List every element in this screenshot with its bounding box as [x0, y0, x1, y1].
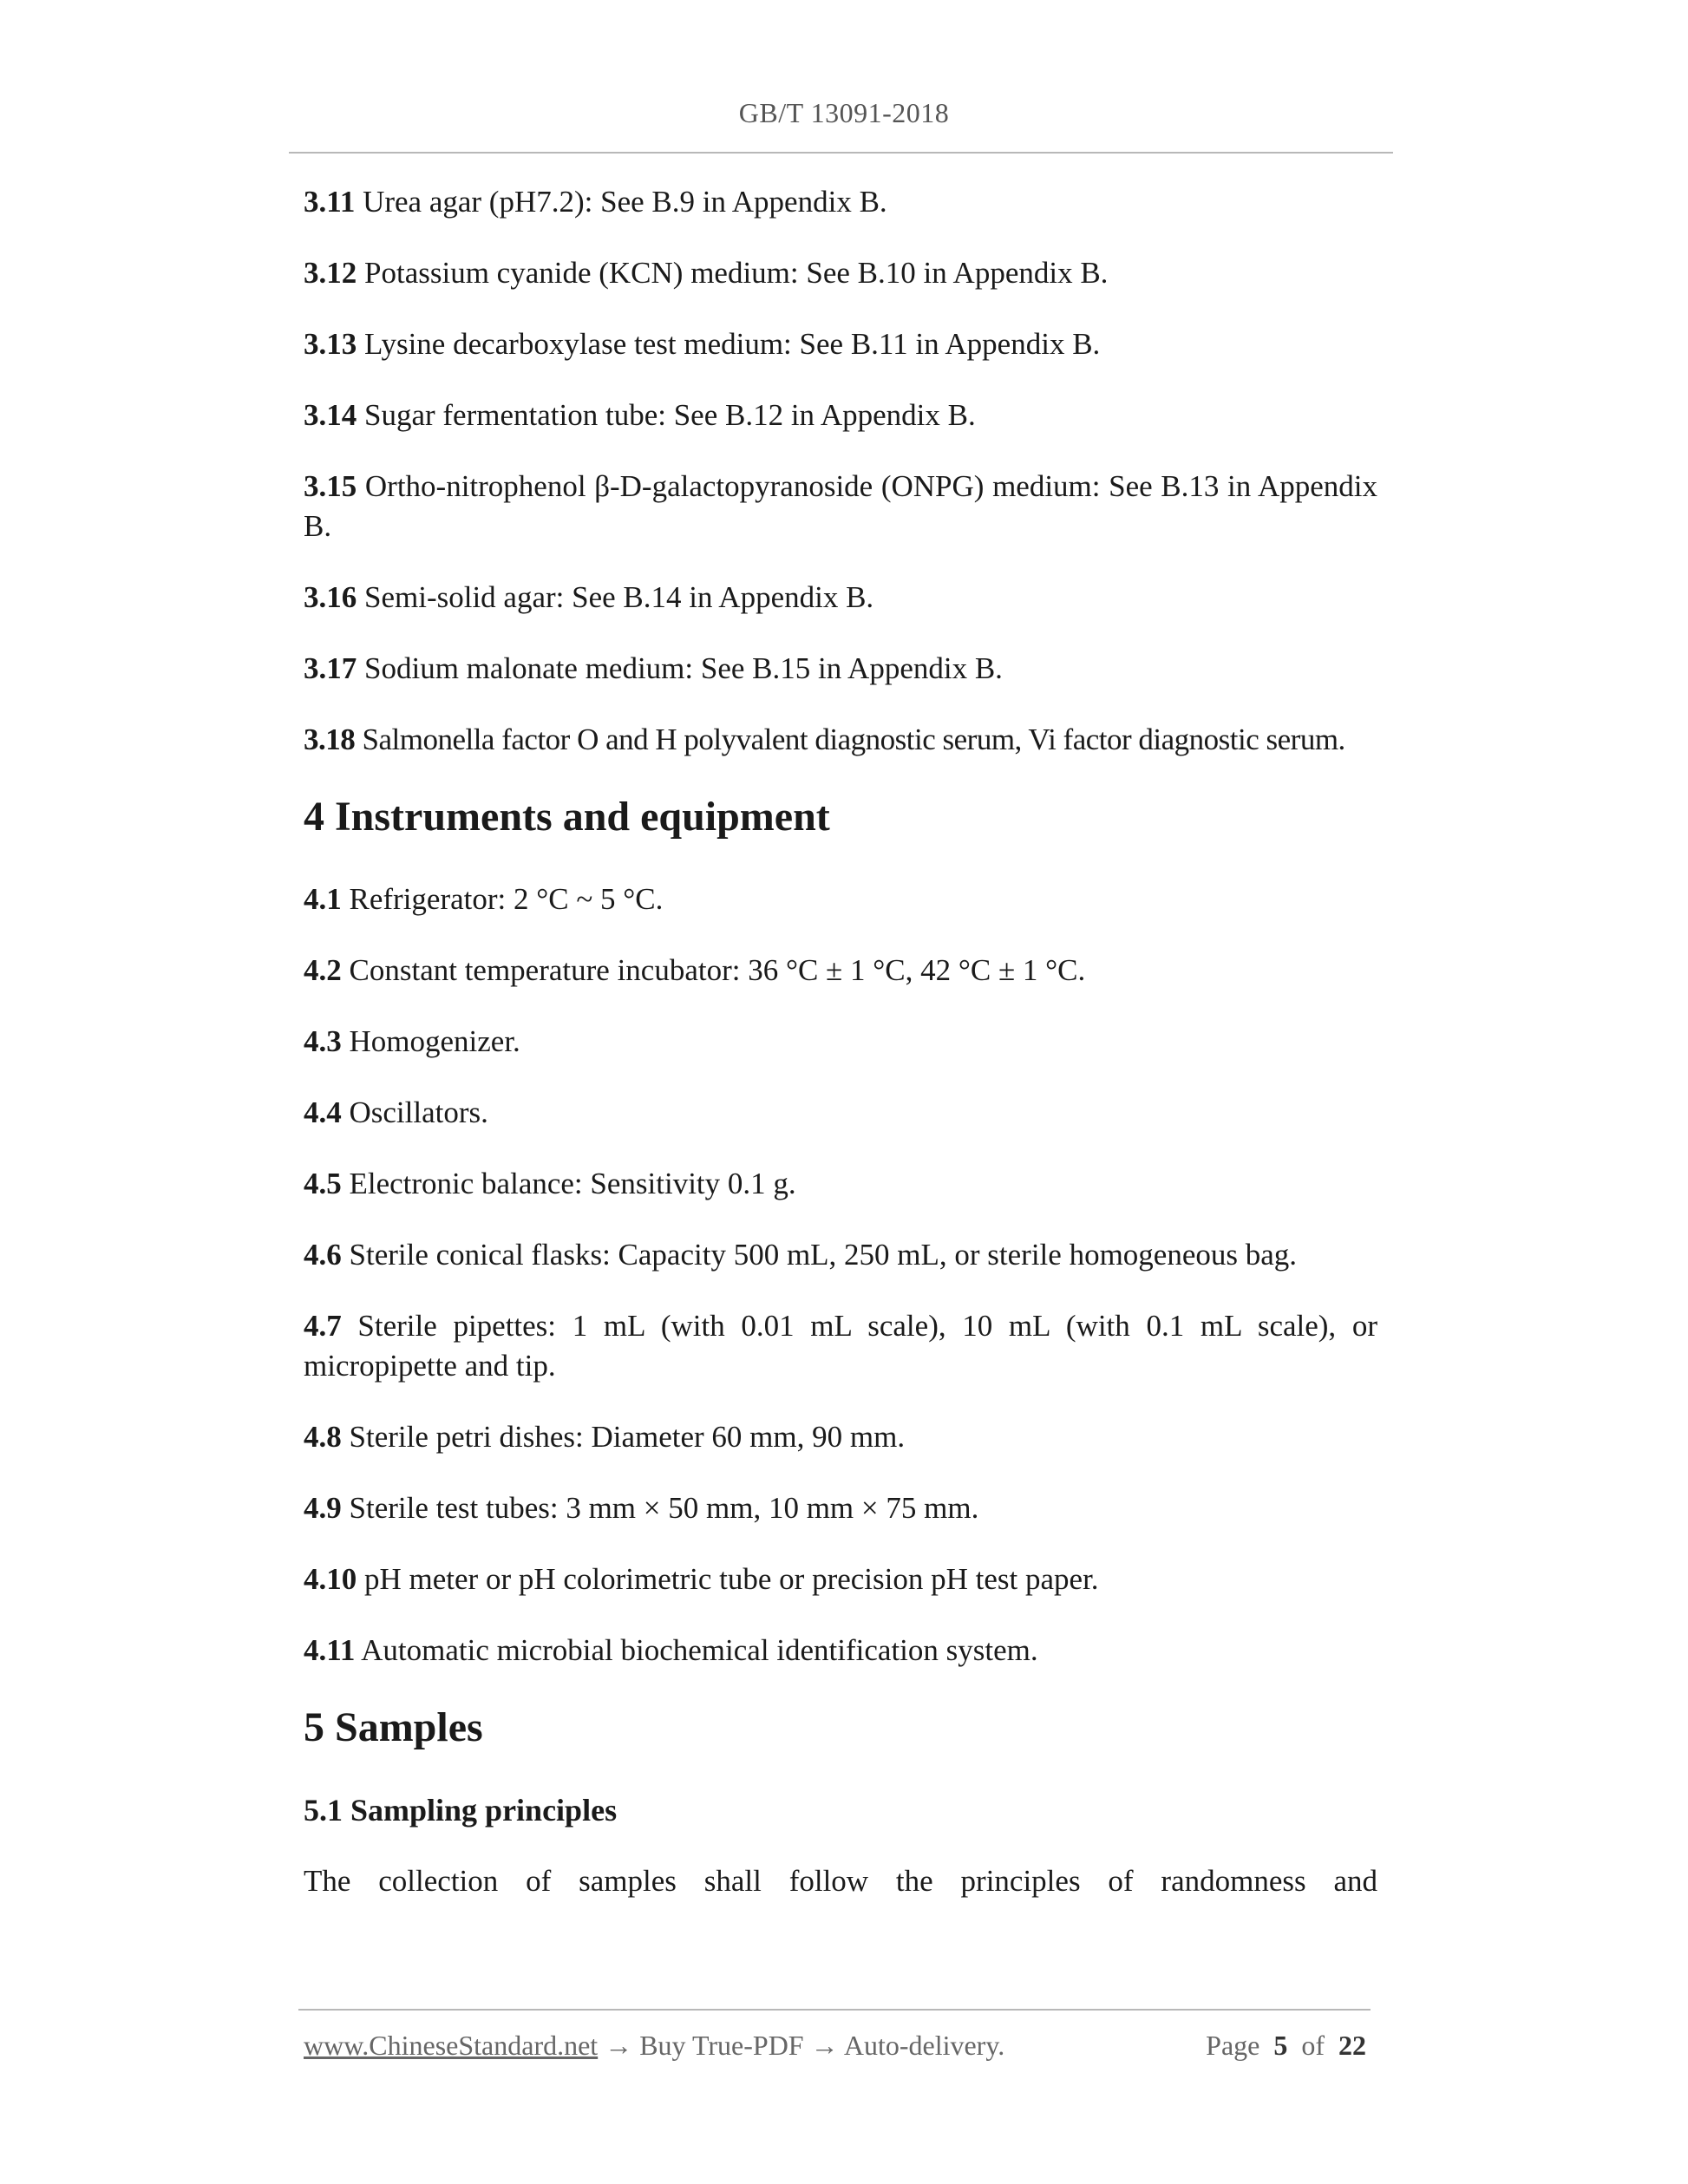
page-label: Page: [1206, 2030, 1260, 2061]
section-heading-instruments: 4 Instruments and equipment: [304, 794, 830, 840]
clause-text: Sterile conical flasks: Capacity 500 mL, 250 mL, or sterile homogeneous bag.: [341, 1238, 1298, 1272]
clause-number: 4.10: [304, 1562, 357, 1596]
clause-list-3: [304, 182, 1377, 760]
page-of: of: [1301, 2030, 1325, 2061]
clause-number: 4.6: [304, 1238, 342, 1272]
clause-number: 4.8: [304, 1420, 342, 1454]
clause-item: [304, 1417, 1377, 1457]
clause-item: [304, 1560, 1377, 1599]
subsection-heading-sampling: 5.1 Sampling principles: [304, 1793, 618, 1828]
clause-item: [304, 649, 1377, 689]
clause-list-4: [304, 879, 1377, 1671]
clause-number: 3.11: [304, 185, 356, 219]
footer-promo: [304, 2030, 1004, 2062]
clause-number: 4.4: [304, 1095, 342, 1129]
clause-text: pH meter or pH colorimetric tube or precision pH test paper.: [357, 1562, 1099, 1596]
clause-number: 3.16: [304, 580, 357, 614]
page-current: 5: [1273, 2030, 1288, 2061]
clause-text: Sterile petri dishes: Diameter 60 mm, 90 mm.: [341, 1420, 906, 1454]
clause-number: 4.2: [304, 953, 342, 987]
document-body: [304, 182, 1377, 1901]
footer-divider: [298, 2009, 1371, 2011]
clause-number: 4.11: [304, 1633, 356, 1667]
clause-item: [304, 182, 1377, 222]
website-link[interactable]: www.ChineseStandard.net: [304, 2030, 599, 2061]
clause-text: Homogenizer.: [341, 1024, 520, 1058]
clause-number: 4.1: [304, 882, 342, 916]
header-divider: [289, 152, 1393, 154]
clause-text: Sterile test tubes: 3 mm × 50 mm, 10 mm × 75 mm.: [341, 1491, 979, 1525]
clause-text: Sterile pipettes: 1 mL (with 0.01 mL scale), 10 mL (with 0.1 mL scale), or micropipette and tip.: [304, 1309, 1377, 1383]
clause-text: Urea agar (pH7.2): See B.9 in Appendix B.: [355, 185, 887, 219]
clause-text: Sugar fermentation tube: See B.12 in Appendix B.: [357, 398, 976, 432]
clause-number: 3.14: [304, 398, 357, 432]
clause-text: Lysine decarboxylase test medium: See B.11 in Appendix B.: [357, 327, 1101, 361]
clause-number: 4.3: [304, 1024, 342, 1058]
clause-text: Ortho-nitrophenol β-D-galactopyranoside (ONPG) medium: See B.13 in Appendix B.: [304, 469, 1377, 543]
clause-item: [304, 1306, 1377, 1386]
clause-text: Refrigerator: 2 °C ~ 5 °C.: [341, 882, 664, 916]
clause-item: [304, 467, 1377, 546]
clause-text: Potassium cyanide (KCN) medium: See B.10 in Appendix B.: [357, 256, 1109, 290]
clause-item: [304, 720, 1377, 760]
clause-number: 4.9: [304, 1491, 342, 1525]
clause-number: 3.13: [304, 327, 357, 361]
clause-item: [304, 1631, 1377, 1671]
clause-text: Semi-solid agar: See B.14 in Appendix B.: [357, 580, 874, 614]
clause-item: [304, 1488, 1377, 1528]
clause-number: 4.7: [304, 1309, 342, 1343]
page-header-title: GB/T 13091-2018: [738, 97, 950, 128]
clause-item: [304, 396, 1377, 435]
page-number: [1206, 2030, 1366, 2062]
clause-number: 3.18: [304, 723, 356, 756]
clause-text: Salmonella factor O and H polyvalent diagnostic serum, Vi factor diagnostic serum.: [355, 723, 1345, 756]
clause-number: 3.15: [304, 469, 357, 503]
clause-text: Oscillators.: [341, 1095, 488, 1129]
clause-text: Automatic microbial biochemical identification system.: [355, 1633, 1038, 1667]
clause-item: [304, 578, 1377, 618]
clause-item: [304, 253, 1377, 293]
clause-text: Sodium malonate medium: See B.15 in Appendix B.: [357, 651, 1003, 685]
clause-number: 3.17: [304, 651, 357, 685]
page-total: 22: [1338, 2030, 1366, 2061]
clause-item: [304, 879, 1377, 919]
clause-item: [304, 1235, 1377, 1275]
clause-item: [304, 1164, 1377, 1204]
clause-text: Electronic balance: Sensitivity 0.1 g.: [341, 1167, 796, 1200]
footer-promo-text: → Buy True-PDF → Auto-delivery.: [598, 2030, 1005, 2061]
clause-item: [304, 324, 1377, 364]
clause-item: [304, 1022, 1377, 1062]
clause-item: [304, 1093, 1377, 1133]
clause-text: Constant temperature incubator: 36 °C ± 1 °C, 42 °C ± 1 °C.: [341, 953, 1086, 987]
section-heading-samples: 5 Samples: [304, 1704, 483, 1750]
page-footer: [304, 2030, 1366, 2068]
clause-item: [304, 951, 1377, 991]
clause-number: 4.5: [304, 1167, 342, 1200]
body-paragraph: The collection of samples shall follow the principles of randomness and: [304, 1864, 1377, 1898]
clause-number: 3.12: [304, 256, 357, 290]
